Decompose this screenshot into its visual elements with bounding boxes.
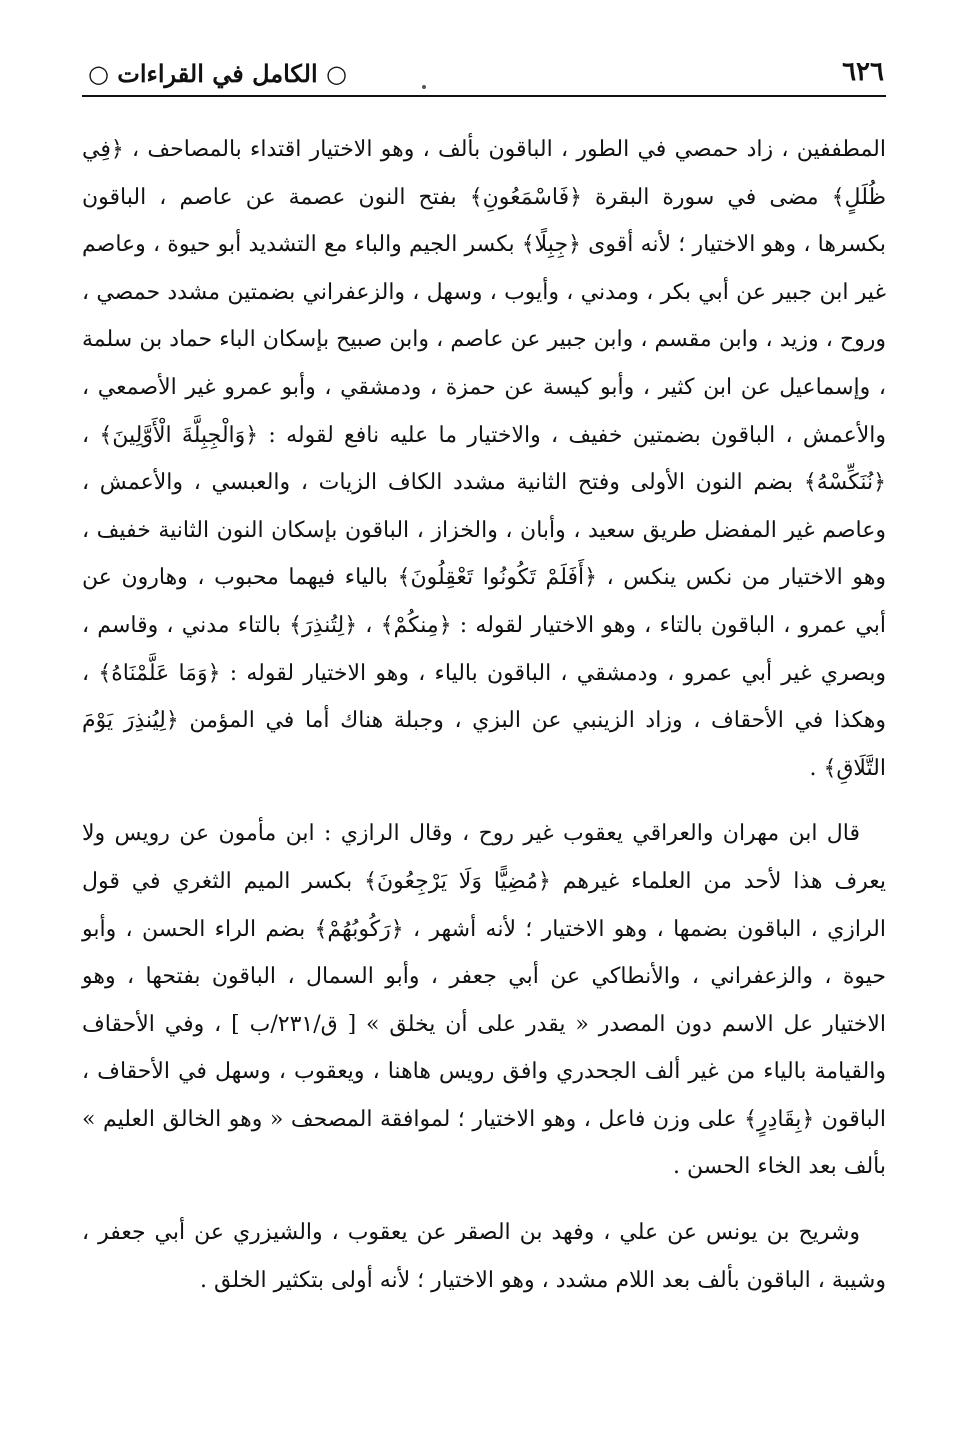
paragraph-3: وشريح بن يونس عن علي ، وفهد بن الصقر عن يعقوب ، والشيزري عن أبي جعفر ، وشيبة ، الباقون بألف بعد اللام مشدد ، وهو الاختيار ؛ لأنه أولى بتكثير الخلق . xyxy=(82,1220,886,1293)
page-header xyxy=(82,55,886,97)
page-body xyxy=(82,126,886,1322)
paragraph-1: المطففين ، زاد حمصي في الطور ، الباقون بألف ، وهو الاختيار اقتداء بالمصاحف ، ﴿فِي ظُلَلٍ﴾ مضى في سورة البقرة ﴿فَاسْمَعُونِ﴾ بفتح النون عصمة عن عاصم ، الباقون بكسرها ، وهو الاختيار ؛ لأنه أقوى ﴿جِبِلًا﴾ بكسر الجيم والباء مع التشديد أبو حيوة ، وعاصم غير ابن جبير عن أبي بكر ، ومدني ، وأيوب ، وسهل ، والزعفراني بضمتين مشدد حمصي ، وروح ، وزيد ، وابن مقسم ، وابن جبير عن عاصم ، وابن صبيح بإسكان الباء حماد بن سلمة ، وإسماعيل عن ابن كثير ، وأبو كيسة عن حمزة ، ودمشقي ، وأبو عمرو غير الأصمعي ، والأعمش ، الباقون بضمتين خفيف ، والاختيار ما عليه نافع لقوله : ﴿وَالْجِبِلَّةَ الْأَوَّلِينَ﴾ ، ﴿نُنَكِّسْهُ﴾ بضم النون الأولى وفتح الثانية مشدد الكاف الزيات ، والعبسي ، والأعمش ، وعاصم غير المفضل طريق سعيد ، وأبان ، والخزاز ، الباقون بإسكان النون الثانية خفيف ، وهو الاختيار من نكس ينكس ، ﴿أَفَلَمْ تَكُونُوا تَعْقِلُونَ﴾ بالياء فيهما محبوب ، وهارون عن أبي عمرو ، الباقون بالتاء ، وهو الاختيار لقوله : ﴿مِنكُمْ﴾ ، ﴿لِتُنذِرَ﴾ بالتاء مدني ، وقاسم ، وبصري غير أبي عمرو ، ودمشقي ، الباقون بالياء ، وهو الاختيار لقوله : ﴿وَمَا عَلَّمْنَاهُ﴾ ، وهكذا في الأحقاف ، وزاد الزينبي عن البزي ، وجبلة هناك أما في المؤمن ﴿لِيُنذِرَ يَوْمَ التَّلَاقِ﴾ . xyxy=(82,137,886,781)
paragraph-2: قال ابن مهران والعراقي يعقوب غير روح ، وقال الرازي : ابن مأمون عن رويس ولا يعرف هذا لأحد من العلماء غيرهم ﴿مُضِيًّا وَلَا يَرْجِعُونَ﴾ بكسر الميم الثغري في قول الرازي ، الباقون بضمها ، وهو الاختيار ؛ لأنه أشهر ، ﴿رَكُوبُهُمْ﴾ بضم الراء الحسن ، وأبو حيوة ، والزعفراني ، والأنطاكي عن أبي جعفر ، وأبو السمال ، الباقون بفتحها ، وهو الاختيار عل الاسم دون المصدر « يقدر على أن يخلق » [ ق/٢٣١/ب ] ، وفي الأحقاف والقيامة بالياء من غير ألف الجحدري وافق رويس هاهنا ، ويعقوب ، وسهل في الأحقاف ، الباقون ﴿بِقَادِرٍ﴾ على وزن فاعل ، وهو الاختيار ؛ لموافقة المصحف « وهو الخالق العليم » بألف بعد الخاء الحسن . xyxy=(82,821,887,1180)
page-number: ٦٢٦ xyxy=(842,57,884,87)
header-dot xyxy=(422,85,426,89)
running-title: ○ الكامل في القراءات ○ xyxy=(88,59,347,88)
